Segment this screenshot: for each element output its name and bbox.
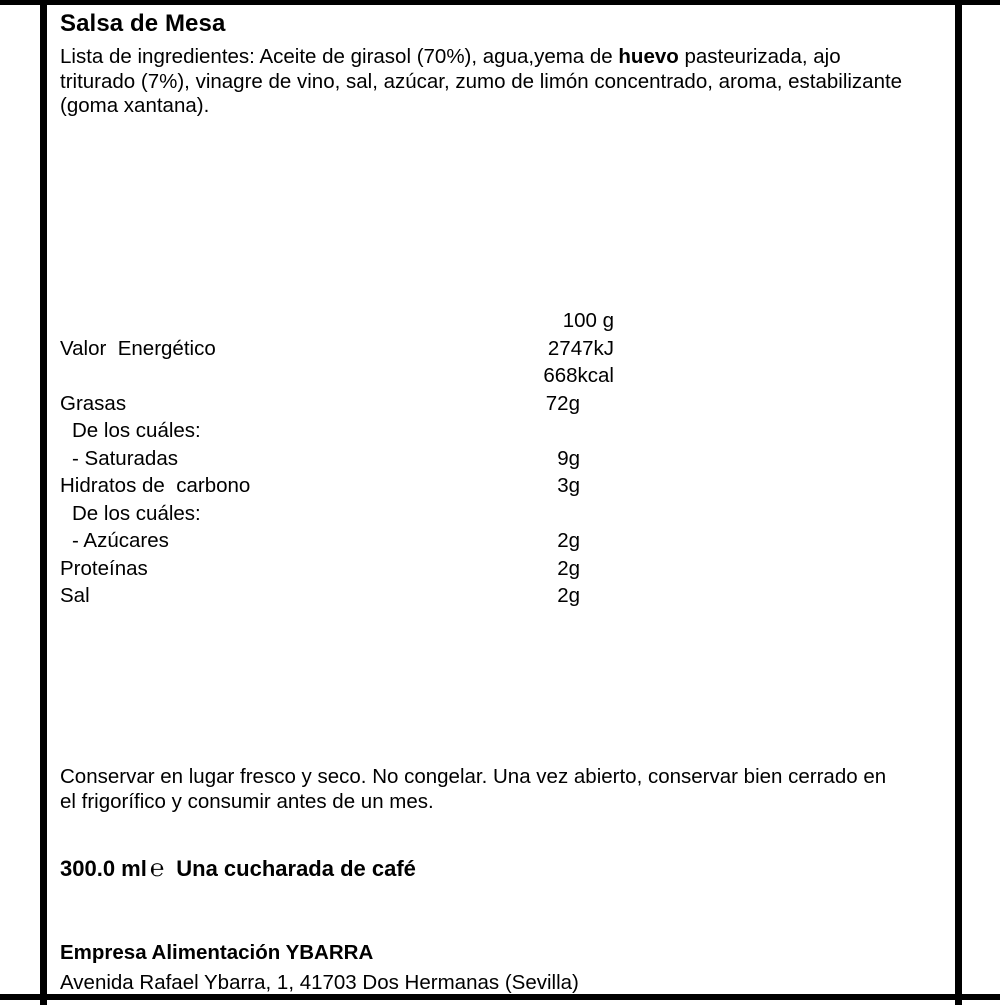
volume-row: [60, 855, 416, 883]
table-row: [60, 338, 620, 366]
label-content: [60, 5, 950, 1005]
net-volume: 300.0 ml: [60, 856, 147, 881]
storage-instructions: Conservar en lugar fresco y seco. No congelar. Una vez abierto, conservar bien cerrado en el frigorífico y consumir antes de un mes.: [60, 765, 887, 813]
nutrition-row-label: Sal: [60, 584, 90, 607]
table-row: [60, 365, 620, 393]
product-title: Salsa de Mesa: [60, 10, 226, 37]
nutrition-row-value: 72g: [545, 391, 580, 415]
nutrition-serving-header: 100 g: [562, 309, 614, 332]
nutrition-header-row: [60, 310, 620, 338]
table-row: [60, 393, 620, 421]
nutrition-row-value: 9g: [557, 446, 580, 470]
nutrition-row-label: De los cuáles:: [72, 501, 201, 525]
nutrition-row-value: 2g: [557, 584, 580, 607]
nutrition-row-label: Grasas: [60, 391, 127, 415]
nutrition-table: [60, 310, 620, 613]
nutrition-row-label: Hidratos de carbono: [60, 474, 251, 497]
nutrition-row-value: 668kcal: [543, 364, 614, 387]
label-frame-left-rule: [40, 5, 47, 1005]
serving-suggestion: Una cucharada de café: [176, 856, 416, 881]
ingredients-prefix: Lista de ingredientes: Aceite de girasol (70%), agua,yema de: [60, 45, 619, 68]
table-row: [60, 503, 620, 531]
table-row: [60, 448, 620, 476]
nutrition-row-value: 2g: [557, 556, 580, 580]
nutrition-row-label: - Azúcares: [72, 529, 169, 552]
nutrition-row-value: 2g: [557, 529, 580, 552]
nutrition-row-value: 3g: [557, 474, 580, 497]
nutrition-row-value: 2747kJ: [547, 336, 614, 360]
nutrition-row-label: - Saturadas: [72, 446, 178, 470]
label-frame-right-rule: [955, 5, 962, 1005]
nutrition-row-label: De los cuáles:: [72, 419, 201, 442]
table-row: [60, 475, 620, 503]
estimated-sign-icon: ℮: [149, 855, 165, 882]
ingredients-list: [60, 45, 905, 119]
nutrition-row-label: Proteínas: [60, 556, 148, 580]
table-row: [60, 558, 620, 586]
company-address: Avenida Rafael Ybarra, 1, 41703 Dos Hermanas (Sevilla): [60, 971, 579, 994]
ingredients-allergen: huevo: [618, 45, 679, 68]
table-row: [60, 530, 620, 558]
table-row: [60, 585, 620, 613]
table-row: [60, 420, 620, 448]
nutrition-row-label: Valor Energético: [60, 336, 216, 360]
ingredients-suffix: pasteurizada, ajo triturado (7%), vinagre de vino, sal, azúcar, zumo de limón concentrado, aroma, estabilizante (goma xantana).: [60, 45, 903, 117]
company-name: Empresa Alimentación YBARRA: [60, 941, 374, 964]
